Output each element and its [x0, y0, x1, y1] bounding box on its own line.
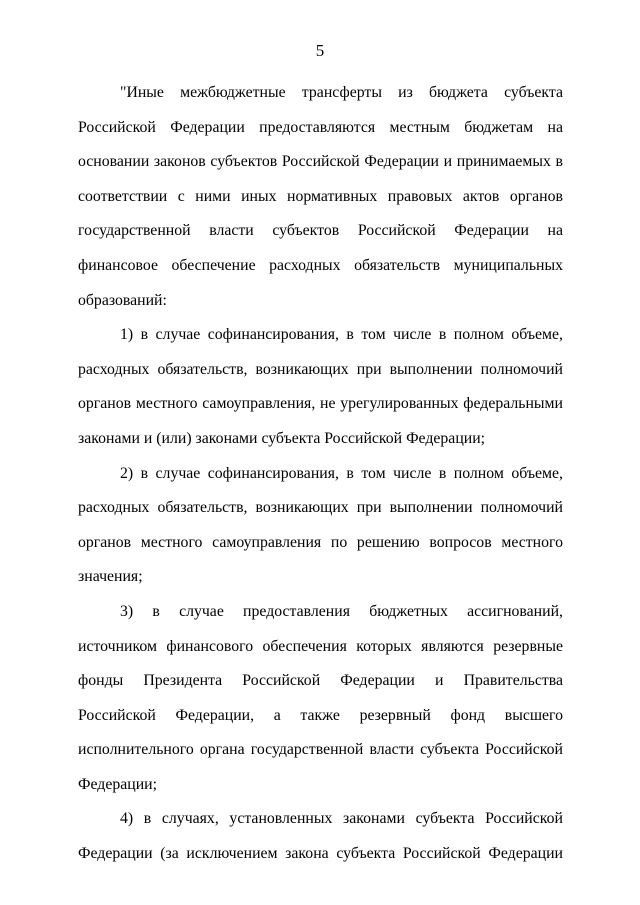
- paragraph-item-2: 2) в случае софинансирования, в том числе в полном объеме, расходных обязательств, возникающих при выполнении полномочий органов местного самоуправления по решению вопросов местного значения;: [78, 464, 563, 586]
- paragraph-intro: "Иные межбюджетные трансферты из бюджета субъекта Российской Федерации предоставляются местным бюджетам на основании законов субъектов Российской Федерации и принимаемых в соответствии с ними иных нормативных правовых актов органов государственной власти субъектов Российской Федерации на финансовое обеспечение расходных обязательств муниципальных образований:: [78, 84, 563, 309]
- paragraph-item-1: 1) в случае софинансирования, в том числе в полном объеме, расходных обязательств, возникающих при выполнении полномочий органов местного самоуправления, не урегулированных федеральными законами и (или) законами субъекта Российской Федерации;: [78, 326, 563, 447]
- page-number: 5: [315, 41, 325, 60]
- paragraph-item-4: 4) в случаях, установленных законами субъекта Российской Федерации (за исключением закона субъекта Российской Федерации: [78, 810, 563, 863]
- paragraph-item-3: 3) в случае предоставления бюджетных ассигнований, источником финансового обеспечения которых являются резервные фонды Президента Российской Федерации и Правительства Российской Федерации, а также резервный фонд высшего исполнительного органа государственной власти субъекта Российской Федерации;: [78, 602, 563, 793]
- document-body: [78, 76, 563, 872]
